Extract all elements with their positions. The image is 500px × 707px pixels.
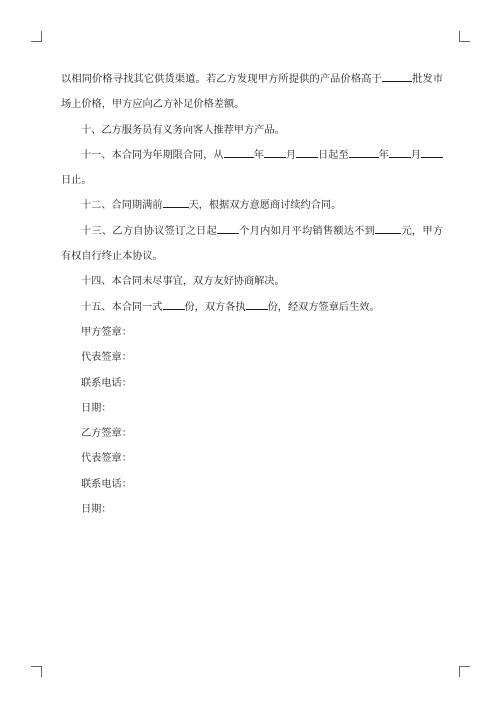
fill-blank-price[interactable] <box>382 71 412 82</box>
signature-party-b <box>61 421 443 446</box>
clause-14 <box>61 269 443 294</box>
fill-blank-copies-each[interactable] <box>246 299 268 310</box>
clause-12 <box>61 193 443 218</box>
date-b <box>61 497 443 522</box>
fill-blank-days[interactable] <box>163 197 189 208</box>
clause-13-text-a: 十三、乙方自协议签订之日起 <box>81 225 217 237</box>
date-a-label: 日期： <box>81 402 112 414</box>
clause-9-text-a: 以相同价格寻找其它供货渠道。若乙方发现甲方所提供的产品价格高于 <box>61 74 382 85</box>
fill-blank-copies[interactable] <box>163 299 185 310</box>
clause-15-text-b: 份，双方各执 <box>184 301 246 313</box>
clause-13-line-1 <box>61 219 443 244</box>
crop-mark-top-left <box>31 31 42 42</box>
clause-13-text-c: 元，甲方 <box>401 225 443 237</box>
date-a <box>61 396 443 421</box>
document-body <box>61 67 443 522</box>
signature-party-a <box>61 320 443 345</box>
clause-13-text-d: 有权自行终止本协议。 <box>61 251 163 263</box>
fill-blank-start-year[interactable] <box>224 147 254 158</box>
crop-mark-bottom-left <box>31 666 42 677</box>
clause-9-line-2 <box>61 92 443 117</box>
signature-rep-b-label: 代表签章： <box>81 453 132 465</box>
clause-11-text-e: 年 <box>378 149 389 161</box>
crop-mark-top-right <box>459 31 470 42</box>
clause-9-line-1 <box>61 67 443 92</box>
clause-14-text: 十四、本合同未尽事宜，双方友好协商解决。 <box>81 276 285 288</box>
clause-11-line-2 <box>61 168 443 193</box>
clause-15-text-a: 十五、本合同一式 <box>81 301 163 313</box>
date-b-label: 日期： <box>81 504 112 516</box>
fill-blank-end-year[interactable] <box>349 147 379 158</box>
fill-blank-end-day[interactable] <box>421 147 443 158</box>
phone-a <box>61 371 443 396</box>
clause-11-text-d: 日起至 <box>318 149 349 161</box>
clause-9-text-b: 批发市 <box>411 74 443 85</box>
signature-party-a-label: 甲方签章： <box>81 326 132 338</box>
clause-11-text-a: 十一、本合同为年期限合同，从 <box>81 149 224 161</box>
clause-11-text-c: 月 <box>285 149 296 161</box>
clause-11-text-g: 日止。 <box>61 175 92 187</box>
clause-13-line-2 <box>61 244 443 269</box>
fill-blank-start-day[interactable] <box>296 147 318 158</box>
signature-rep-a <box>61 345 443 370</box>
fill-blank-start-month[interactable] <box>264 147 286 158</box>
clause-13-text-b: 个月内如月平均销售额达不到 <box>238 225 376 237</box>
clause-9-text-c: 场上价格，甲方应向乙方补足价格差额。 <box>61 99 245 111</box>
clause-15-text-c: 份，经双方签章后生效。 <box>267 301 380 313</box>
crop-mark-bottom-right <box>459 666 470 677</box>
clause-11-text-b: 年 <box>253 149 264 161</box>
fill-blank-amount[interactable] <box>375 223 401 234</box>
clause-12-text-b: 天，根据双方意愿商讨续约合同。 <box>188 200 342 212</box>
clause-10 <box>61 118 443 143</box>
phone-a-label: 联系电话： <box>81 377 132 389</box>
phone-b <box>61 472 443 497</box>
fill-blank-months[interactable] <box>217 223 239 234</box>
clause-10-text: 十、乙方服务员有义务向客人推荐甲方产品。 <box>81 124 285 136</box>
clause-15 <box>61 295 443 320</box>
fill-blank-end-month[interactable] <box>389 147 411 158</box>
signature-rep-a-label: 代表签章： <box>81 352 132 364</box>
clause-12-text-a: 十二、合同期满前 <box>81 200 163 212</box>
clause-11-text-f: 月 <box>410 149 421 161</box>
clause-11-line-1 <box>61 143 443 168</box>
signature-rep-b <box>61 446 443 471</box>
phone-b-label: 联系电话： <box>81 478 132 490</box>
signature-party-b-label: 乙方签章： <box>81 428 132 440</box>
